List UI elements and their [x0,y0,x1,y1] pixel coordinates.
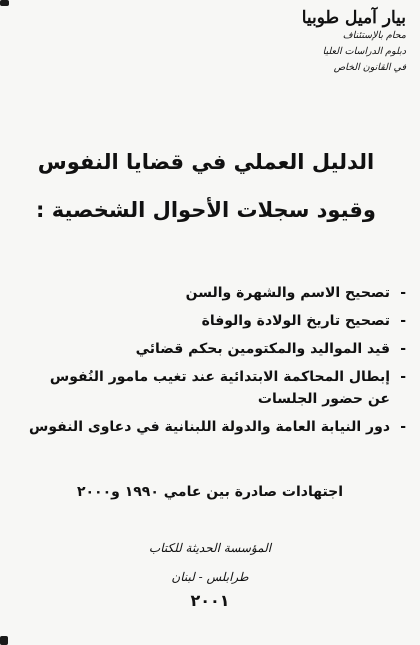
scan-smudge-bottom [0,636,8,645]
list-item [28,310,406,332]
author-name: بيار آميل طوبيا [301,8,406,28]
list-item [28,416,406,438]
subtitle: اجتهادات صادرة بين عامي ١٩٩٠ و٢٠٠٠ [76,484,344,500]
author-block [302,8,406,76]
book-title-line-1: الدليل العملي في قضايا النفوس [37,150,375,174]
topic-text: تصحيح تاريخ الولادة والوفاة [201,313,390,329]
author-credential-2: دبلوم الدراسات العليا [322,46,406,57]
publication-place: طرابلس - لبنان [171,570,249,584]
topics-list [28,282,406,444]
list-item [28,338,406,360]
list-dash: - [400,369,406,385]
list-item [28,366,406,410]
author-credential-3: في القانون الخاص [333,62,406,73]
list-item [28,282,406,304]
publication-year: ٢٠٠١ [190,591,230,610]
list-dash: - [400,285,406,301]
topic-text: إبطال المحاكمة الابتدائية عند تغيب مامور النُفوس عن حضور الجلسات [49,369,390,407]
list-dash: - [400,419,406,435]
list-dash: - [400,341,406,357]
book-title-line-2: وقيود سجلات الأحوال الشخصية : [36,198,376,222]
list-dash: - [400,313,406,329]
scan-smudge-top [0,0,9,6]
topic-text: قيد المواليد والمكتومين بحكم قضائي [135,341,390,357]
publisher: المؤسسة الحديثة للكتاب [148,541,272,555]
topic-text: دور النيابة العامة والدولة اللبنانية في دعاوى النفوس [29,419,390,435]
author-credential-1: محام بالإستئناف [342,30,406,41]
topic-text: تصحيح الاسم والشهرة والسن [185,285,390,301]
